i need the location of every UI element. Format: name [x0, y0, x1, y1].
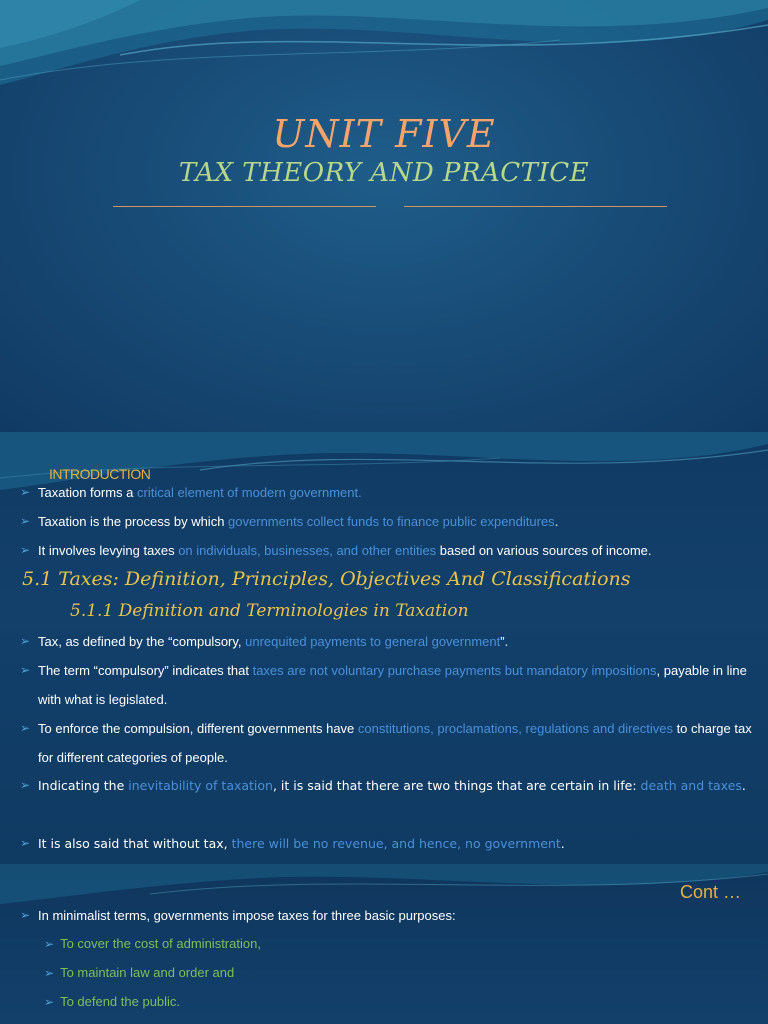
slide-subtitle: TAX THEORY AND PRACTICE — [178, 158, 590, 188]
list-item: ➢ To enforce the compulsion, different governments have constitutions, proclamations, regulations and directives to charge tax for different categories of people. — [20, 714, 752, 772]
introduction-heading: INTRODUCTION — [49, 466, 151, 482]
list-item: ➢ Taxation is the process by which governments collect funds to finance public expenditures. — [20, 507, 752, 536]
slide-title: UNIT FIVE — [272, 112, 496, 156]
arrow-bullet-icon: ➢ — [20, 836, 31, 850]
list-item: ➢ In minimalist terms, governments impose taxes for three basic purposes: — [20, 901, 752, 930]
sub-list-item: ➢ To maintain law and order and — [44, 965, 235, 980]
title-divider-right — [404, 206, 667, 207]
arrow-bullet-icon: ➢ — [44, 937, 55, 951]
arrow-bullet-icon: ➢ — [20, 778, 31, 792]
arrow-bullet-icon: ➢ — [20, 721, 31, 735]
continued-label: Cont … — [679, 882, 741, 902]
continuation-slide — [0, 864, 768, 1024]
sub-list-item: ➢ To defend the public. — [44, 994, 181, 1009]
wave-decoration — [0, 0, 768, 432]
sub-list-item: ➢ To cover the cost of administration, — [44, 936, 261, 951]
list-item: ➢ Tax, as defined by the “compulsory, unrequited payments to general government”. — [20, 627, 752, 656]
list-item: ➢ It is also said that without tax, there will be no revenue, and hence, no government. — [20, 829, 752, 858]
arrow-bullet-icon: ➢ — [20, 634, 31, 648]
list-item: ➢ Taxation forms a critical element of modern government. — [20, 478, 752, 507]
list-item: ➢ The term “compulsory” indicates that taxes are not voluntary purchase payments but mandatory impositions, payable in line with what is legislated. — [20, 656, 752, 714]
section-heading: 5.1 Taxes: Definition, Principles, Objectives And Classifications — [22, 568, 631, 590]
arrow-bullet-icon: ➢ — [44, 966, 55, 980]
arrow-bullet-icon: ➢ — [20, 908, 31, 922]
subsection-heading: 5.1.1 Definition and Terminologies in Taxation — [70, 601, 469, 621]
title-slide — [0, 0, 768, 432]
introduction-slide — [0, 432, 768, 864]
list-item: ➢ Indicating the inevitability of taxation, it is said that there are two things that are certain in life: death and taxes. — [20, 771, 752, 800]
title-divider-left — [113, 206, 376, 207]
arrow-bullet-icon: ➢ — [20, 663, 31, 677]
arrow-bullet-icon: ➢ — [44, 995, 55, 1009]
list-item: ➢ It involves levying taxes on individuals, businesses, and other entities based on various sources of income. — [20, 536, 752, 565]
arrow-bullet-icon: ➢ — [20, 514, 31, 528]
arrow-bullet-icon: ➢ — [20, 543, 31, 557]
arrow-bullet-icon: ➢ — [20, 485, 31, 499]
